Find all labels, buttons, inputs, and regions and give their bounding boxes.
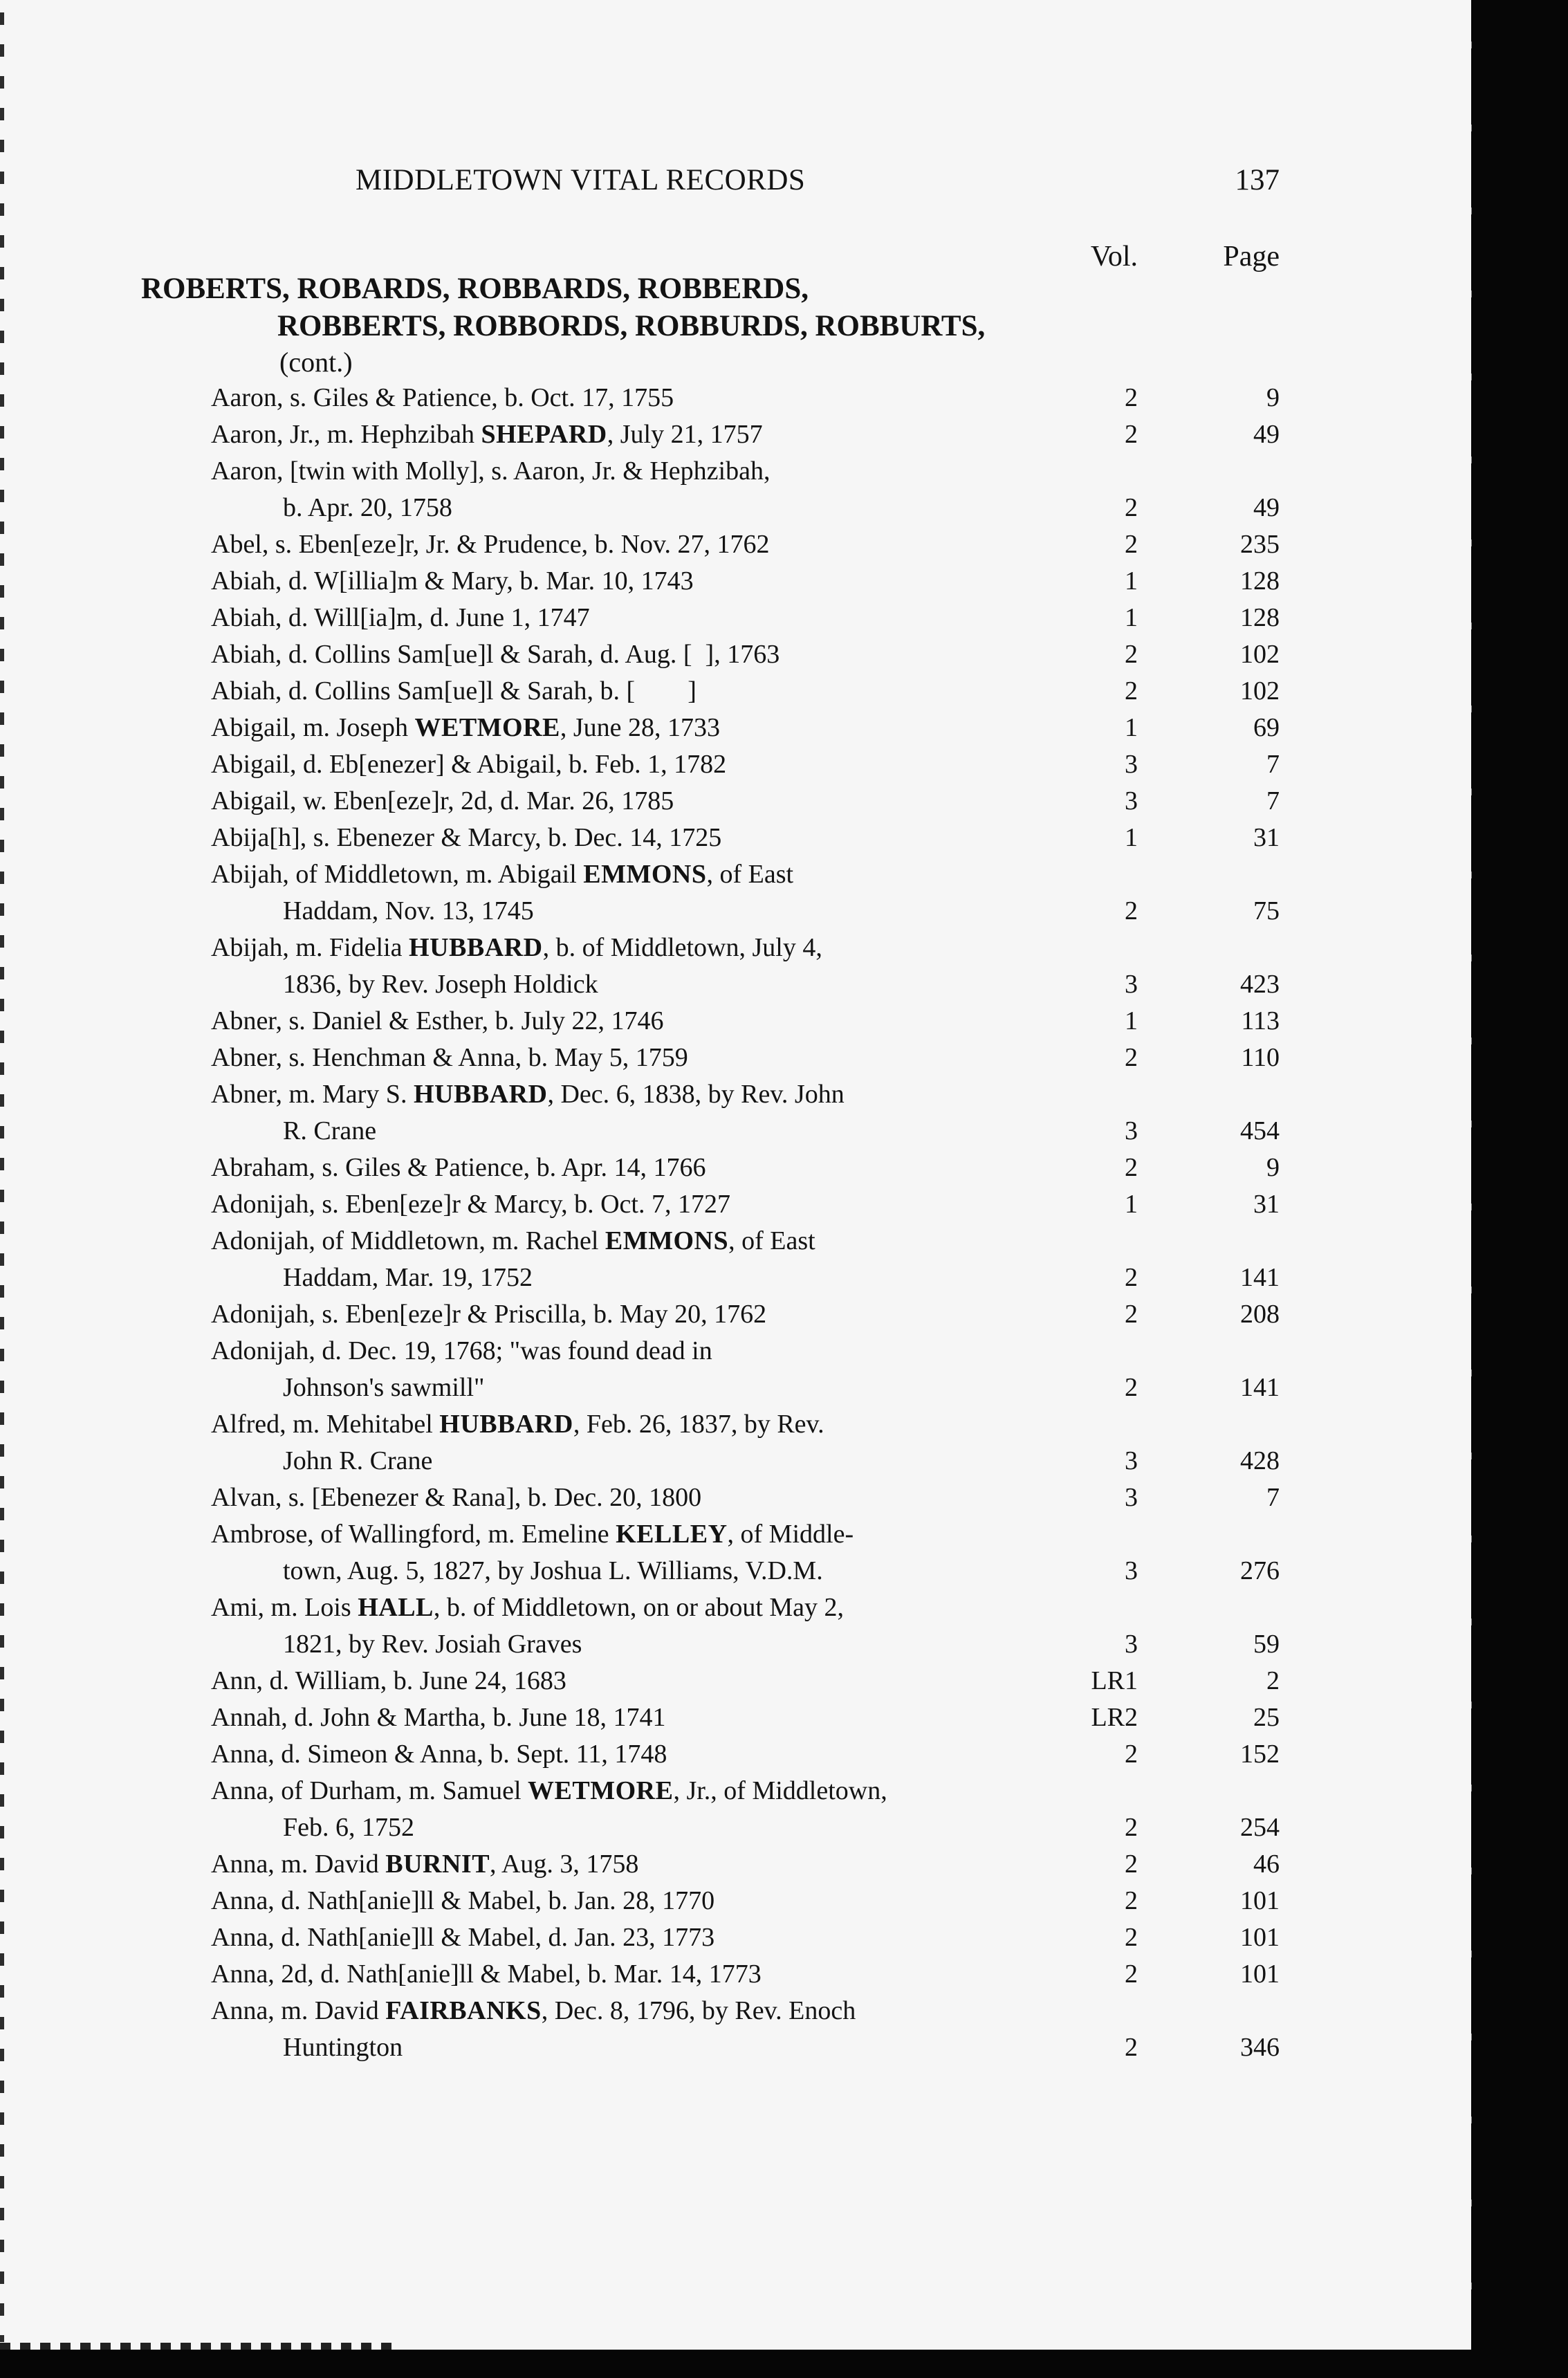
record-vol: 3 — [1125, 970, 1138, 999]
record-text: Ambrose, of Wallingford, m. Emeline KELLEY, of Middle- — [211, 1520, 854, 1549]
record-row — [0, 380, 1471, 416]
page-number: 137 — [1235, 164, 1280, 196]
surname-bold: WETMORE — [528, 1776, 674, 1805]
record-row — [0, 856, 1471, 893]
record-page: 59 — [1253, 1630, 1280, 1659]
record-page — [1138, 1076, 1280, 1113]
record-text: Abner, s. Henchman & Anna, b. May 5, 1759 — [211, 1043, 688, 1072]
record-text: Abijah, of Middletown, m. Abigail EMMONS, of East — [211, 860, 794, 889]
record-row — [0, 1260, 1471, 1296]
record-text: Ann, d. William, b. June 24, 1683 — [211, 1666, 566, 1695]
record-row — [0, 1150, 1471, 1186]
record-page: 235 — [1240, 530, 1280, 559]
record-row — [0, 1186, 1471, 1223]
record-row — [0, 1846, 1471, 1883]
record-vol: 2 — [1125, 1813, 1138, 1842]
surname-bold: HALL — [358, 1593, 434, 1622]
record-text: Alfred, m. Mehitabel HUBBARD, Feb. 26, 1837, by Rev. — [211, 1410, 824, 1439]
record-page: 31 — [1253, 1190, 1280, 1219]
record-row — [0, 490, 1471, 526]
record-text: Anna, d. Nath[anie]ll & Mabel, d. Jan. 23, 1773 — [211, 1923, 715, 1952]
record-vol — [1048, 453, 1138, 490]
record-text: Aaron, [twin with Molly], s. Aaron, Jr. & Hephzibah, — [211, 457, 771, 486]
record-page: 113 — [1241, 1006, 1280, 1035]
record-page: 102 — [1240, 676, 1280, 706]
record-row — [0, 1443, 1471, 1480]
record-row — [0, 1003, 1471, 1040]
record-text: Haddam, Mar. 19, 1752 — [283, 1263, 533, 1292]
record-text: Abiah, d. Collins Sam[ue]l & Sarah, d. Aug. [ ], 1763 — [211, 640, 780, 669]
record-row — [0, 1993, 1471, 2029]
records-list — [0, 380, 1471, 2066]
record-text: Annah, d. John & Martha, b. June 18, 1741 — [211, 1703, 666, 1732]
record-vol: 2 — [1125, 1043, 1138, 1072]
record-page — [1138, 1333, 1280, 1370]
record-text: Johnson's sawmill" — [283, 1373, 485, 1402]
record-page: 75 — [1253, 896, 1280, 925]
record-page — [1138, 1773, 1280, 1809]
record-page: 46 — [1253, 1850, 1280, 1879]
record-text: Abel, s. Eben[eze]r, Jr. & Prudence, b. Nov. 27, 1762 — [211, 530, 770, 559]
record-row — [0, 600, 1471, 636]
record-text: Adonijah, s. Eben[eze]r & Marcy, b. Oct. 7, 1727 — [211, 1190, 730, 1219]
record-vol: 2 — [1125, 1740, 1138, 1769]
record-vol — [1048, 1406, 1138, 1443]
record-row — [0, 526, 1471, 563]
record-text: Abner, m. Mary S. HUBBARD, Dec. 6, 1838, by Rev. John — [211, 1080, 845, 1109]
record-row — [0, 710, 1471, 746]
record-page: 101 — [1240, 1886, 1280, 1915]
record-page: 49 — [1253, 493, 1280, 522]
record-row — [0, 1589, 1471, 1626]
record-vol — [1048, 1773, 1138, 1809]
record-row — [0, 1663, 1471, 1699]
record-row — [0, 1113, 1471, 1150]
record-row — [0, 1406, 1471, 1443]
record-page: 276 — [1240, 1556, 1280, 1585]
record-text: Abraham, s. Giles & Patience, b. Apr. 14, 1766 — [211, 1153, 706, 1182]
record-page: 7 — [1266, 1483, 1280, 1512]
record-page: 102 — [1240, 640, 1280, 669]
record-text: 1836, by Rev. Joseph Holdick — [283, 970, 598, 999]
record-text: Anna, of Durham, m. Samuel WETMORE, Jr., of Middletown, — [211, 1776, 887, 1805]
record-vol — [1048, 930, 1138, 966]
record-row — [0, 673, 1471, 710]
record-row — [0, 966, 1471, 1003]
record-row — [0, 1956, 1471, 1993]
record-row — [0, 1333, 1471, 1370]
record-text: Anna, 2d, d. Nath[anie]ll & Mabel, b. Mar. 14, 1773 — [211, 1960, 762, 1989]
record-row — [0, 1296, 1471, 1333]
record-page: 7 — [1266, 786, 1280, 815]
record-page: 9 — [1266, 383, 1280, 412]
record-row — [0, 820, 1471, 856]
record-vol — [1048, 856, 1138, 893]
record-vol: 1 — [1125, 1190, 1138, 1219]
scan-left-edge-artifact — [0, 12, 4, 2342]
surname-bold: EMMONS — [605, 1226, 729, 1255]
record-vol: 2 — [1125, 640, 1138, 669]
record-text: Anna, d. Nath[anie]ll & Mabel, b. Jan. 28, 1770 — [211, 1886, 715, 1915]
record-text: Adonijah, s. Eben[eze]r & Priscilla, b. May 20, 1762 — [211, 1300, 767, 1329]
record-row — [0, 1040, 1471, 1076]
record-vol: 3 — [1125, 1630, 1138, 1659]
record-text: Alvan, s. [Ebenezer & Rana], b. Dec. 20, 1800 — [211, 1483, 702, 1512]
record-vol: 2 — [1125, 420, 1138, 449]
record-text: Adonijah, of Middletown, m. Rachel EMMONS, of East — [211, 1226, 815, 1255]
record-page: 25 — [1253, 1703, 1280, 1732]
record-page: 7 — [1266, 750, 1280, 779]
record-page: 69 — [1253, 713, 1280, 742]
record-page: 2 — [1266, 1666, 1280, 1695]
surname-bold: FAIRBANKS — [385, 1996, 542, 2025]
record-vol: 3 — [1125, 1556, 1138, 1585]
record-text: Abigail, w. Eben[eze]r, 2d, d. Mar. 26, 1785 — [211, 786, 674, 815]
record-vol: 2 — [1125, 1153, 1138, 1182]
record-page — [1138, 1516, 1280, 1553]
record-vol: 2 — [1125, 1263, 1138, 1292]
record-text: Aaron, Jr., m. Hephzibah SHEPARD, July 21, 1757 — [211, 420, 763, 449]
scan-right-edge-artifact — [1468, 42, 1472, 2310]
record-row — [0, 1809, 1471, 1846]
record-vol: 2 — [1125, 2033, 1138, 2062]
record-vol: 2 — [1125, 383, 1138, 412]
surname-bold: KELLEY — [616, 1520, 728, 1549]
record-vol: 2 — [1125, 1850, 1138, 1879]
surname-bold: WETMORE — [414, 713, 560, 742]
record-row — [0, 1736, 1471, 1773]
record-row — [0, 1883, 1471, 1919]
surname-bold: HUBBARD — [409, 933, 543, 962]
record-page: 454 — [1240, 1116, 1280, 1145]
record-page: 9 — [1266, 1153, 1280, 1182]
record-text: Anna, d. Simeon & Anna, b. Sept. 11, 1748 — [211, 1740, 667, 1769]
record-text: Abigail, d. Eb[enezer] & Abigail, b. Feb. 1, 1782 — [211, 750, 727, 779]
record-text: Abigail, m. Joseph WETMORE, June 28, 1733 — [211, 713, 721, 742]
record-text: Ami, m. Lois HALL, b. of Middletown, on or about May 2, — [211, 1593, 845, 1622]
record-text: town, Aug. 5, 1827, by Joshua L. Williams, V.D.M. — [283, 1556, 823, 1585]
record-page: 31 — [1253, 823, 1280, 852]
record-vol: 3 — [1125, 1116, 1138, 1145]
surname-heading-line2: ROBBERTS, ROBBORDS, ROBBURDS, ROBBURTS, — [277, 310, 986, 342]
record-page: 128 — [1240, 566, 1280, 596]
record-row — [0, 783, 1471, 820]
record-page: 110 — [1241, 1043, 1280, 1072]
record-vol: 1 — [1125, 603, 1138, 632]
record-text: R. Crane — [283, 1116, 377, 1145]
record-page — [1138, 930, 1280, 966]
record-row — [0, 930, 1471, 966]
record-row — [0, 746, 1471, 783]
surname-bold: BURNIT — [385, 1850, 490, 1879]
record-text: John R. Crane — [283, 1446, 433, 1475]
column-header-vol: Vol. — [1090, 241, 1138, 273]
record-row — [0, 1553, 1471, 1589]
record-text: Anna, m. David FAIRBANKS, Dec. 8, 1796, by Rev. Enoch — [211, 1996, 856, 2025]
surname-bold: SHEPARD — [481, 420, 607, 449]
record-row — [0, 1370, 1471, 1406]
record-page: 428 — [1240, 1446, 1280, 1475]
record-page: 208 — [1240, 1300, 1280, 1329]
record-row — [0, 893, 1471, 930]
record-vol: 2 — [1125, 530, 1138, 559]
record-row — [0, 1626, 1471, 1663]
record-text: Abiah, d. W[illia]m & Mary, b. Mar. 10, 1743 — [211, 566, 694, 596]
surname-bold: EMMONS — [583, 860, 707, 889]
record-page: 101 — [1240, 1960, 1280, 1989]
record-vol — [1048, 1223, 1138, 1260]
record-row — [0, 563, 1471, 600]
record-vol: 3 — [1125, 1446, 1138, 1475]
record-page — [1138, 1223, 1280, 1260]
record-page: 346 — [1240, 2033, 1280, 2062]
surname-bold: HUBBARD — [439, 1410, 573, 1439]
record-text: Abijah, m. Fidelia HUBBARD, b. of Middletown, July 4, — [211, 933, 822, 962]
record-page — [1138, 856, 1280, 893]
record-page — [1138, 1589, 1280, 1626]
record-vol: 2 — [1125, 1373, 1138, 1402]
record-text: Abija[h], s. Ebenezer & Marcy, b. Dec. 14, 1725 — [211, 823, 722, 852]
record-page — [1138, 453, 1280, 490]
record-vol — [1048, 1076, 1138, 1113]
column-header-page: Page — [1223, 241, 1280, 273]
record-row — [0, 1773, 1471, 1809]
record-text: Adonijah, d. Dec. 19, 1768; "was found dead in — [211, 1336, 712, 1365]
record-row — [0, 2029, 1471, 2066]
record-row — [0, 1076, 1471, 1113]
record-page: 49 — [1253, 420, 1280, 449]
record-vol: 2 — [1125, 896, 1138, 925]
record-vol: 2 — [1125, 493, 1138, 522]
record-text: Haddam, Nov. 13, 1745 — [283, 896, 534, 925]
record-vol: 3 — [1125, 786, 1138, 815]
record-vol: LR1 — [1091, 1666, 1138, 1695]
record-page: 141 — [1240, 1373, 1280, 1402]
record-vol: 3 — [1125, 750, 1138, 779]
record-vol — [1048, 1333, 1138, 1370]
record-text: Abiah, d. Collins Sam[ue]l & Sarah, b. [ ] — [211, 676, 697, 706]
record-text: Abner, s. Daniel & Esther, b. July 22, 1746 — [211, 1006, 664, 1035]
record-vol — [1048, 1589, 1138, 1626]
record-page: 423 — [1240, 970, 1280, 999]
record-row — [0, 416, 1471, 453]
record-text: Huntington — [283, 2033, 403, 2062]
record-page: 254 — [1240, 1813, 1280, 1842]
scan-bottom-edge-artifact — [0, 2343, 401, 2350]
record-vol: 2 — [1125, 1960, 1138, 1989]
record-page: 141 — [1240, 1263, 1280, 1292]
record-vol — [1048, 1993, 1138, 2029]
record-text: 1821, by Rev. Josiah Graves — [283, 1630, 582, 1659]
record-vol: 1 — [1125, 566, 1138, 596]
record-vol: 2 — [1125, 1886, 1138, 1915]
record-row — [0, 1516, 1471, 1553]
record-text: b. Apr. 20, 1758 — [283, 493, 452, 522]
record-row — [0, 1480, 1471, 1516]
page-title: MIDDLETOWN VITAL RECORDS — [356, 164, 806, 196]
continuation-label: (cont.) — [279, 347, 353, 378]
record-page — [1138, 1993, 1280, 2029]
record-vol: 1 — [1125, 823, 1138, 852]
record-row — [0, 1223, 1471, 1260]
record-text: Anna, m. David BURNIT, Aug. 3, 1758 — [211, 1850, 639, 1879]
record-page: 101 — [1240, 1923, 1280, 1952]
surname-bold: HUBBARD — [413, 1080, 548, 1109]
record-text: Feb. 6, 1752 — [283, 1813, 414, 1842]
record-vol — [1048, 1516, 1138, 1553]
record-page — [1138, 1406, 1280, 1443]
record-text: Aaron, s. Giles & Patience, b. Oct. 17, 1755 — [211, 383, 674, 412]
record-row — [0, 453, 1471, 490]
record-vol: 2 — [1125, 1300, 1138, 1329]
record-vol: 1 — [1125, 713, 1138, 742]
record-vol: 1 — [1125, 1006, 1138, 1035]
record-row — [0, 636, 1471, 673]
record-page: 128 — [1240, 603, 1280, 632]
record-vol: 2 — [1125, 1923, 1138, 1952]
surname-heading-line1: ROBERTS, ROBARDS, ROBBARDS, ROBBERDS, — [141, 273, 809, 305]
record-row — [0, 1919, 1471, 1956]
record-vol: 3 — [1125, 1483, 1138, 1512]
record-row — [0, 1699, 1471, 1736]
record-text: Abiah, d. Will[ia]m, d. June 1, 1747 — [211, 603, 590, 632]
record-vol: LR2 — [1091, 1703, 1138, 1732]
record-page: 152 — [1240, 1740, 1280, 1769]
record-vol: 2 — [1125, 676, 1138, 706]
